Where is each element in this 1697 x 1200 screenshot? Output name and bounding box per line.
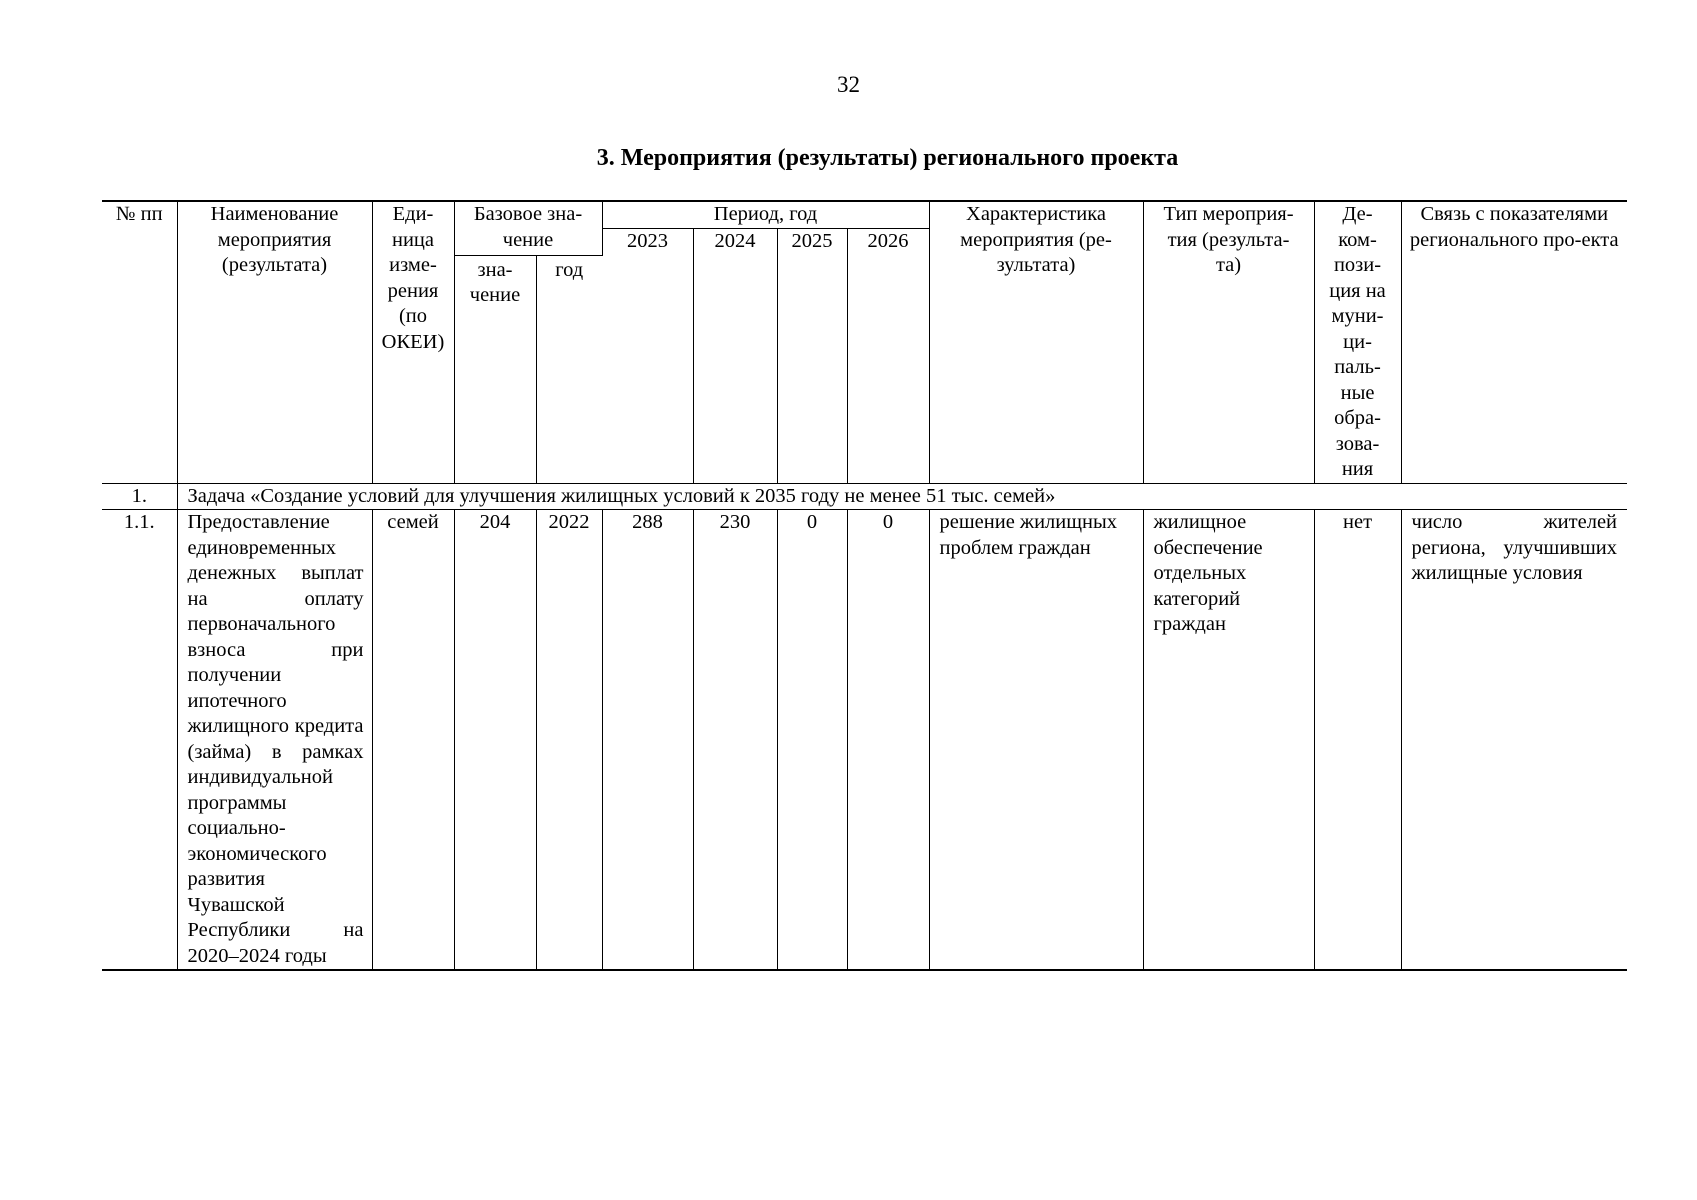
row-value-2025: 0 xyxy=(777,510,847,971)
row-base-year: 2022 xyxy=(536,510,602,971)
page-number: 32 xyxy=(837,72,860,97)
col-header-decomposition: Де-ком-пози-ция на муни-ци-паль-ные обра-зова-ния xyxy=(1314,201,1401,483)
col-header-year-2024: 2024 xyxy=(693,228,777,483)
col-header-year-2026: 2026 xyxy=(847,228,929,483)
row-num: 1.1. xyxy=(102,510,177,971)
col-header-base: Базовое зна-чение xyxy=(454,201,602,255)
task-row xyxy=(102,483,1627,510)
row-unit: семей xyxy=(372,510,454,971)
col-header-year-2023: 2023 xyxy=(602,228,693,483)
row-type: жилищное обеспечение отдельных категорий граждан xyxy=(1143,510,1314,971)
col-header-characteristic: Характеристика мероприятия (ре-зультата) xyxy=(929,201,1143,483)
col-header-base-value: зна-чение xyxy=(454,255,536,483)
table-row xyxy=(102,510,1627,971)
section-title: 3. Мероприятия (результаты) регионального проекта xyxy=(596,145,1179,171)
col-header-period: Период, год xyxy=(602,201,929,228)
row-name: Предоставление единовременных денежных выплат на оплату первоначального взноса при получении ипотечного жилищного кредита (займа) в рамках индивидуальной программы социально-экономического развития Чувашской Республики на 2020–2024 годы xyxy=(177,510,372,971)
row-decomposition: нет xyxy=(1314,510,1401,971)
row-value-2023: 288 xyxy=(602,510,693,971)
row-base-value: 204 xyxy=(454,510,536,971)
header-row-1 xyxy=(102,201,1627,228)
col-header-type: Тип мероприя-тия (результа-та) xyxy=(1143,201,1314,483)
col-header-num: № пп xyxy=(102,201,177,483)
row-characteristic: решение жилищных проблем граждан xyxy=(929,510,1143,971)
row-link: число жителей региона, улучшивших жилищные условия xyxy=(1401,510,1627,971)
task-row-text: Задача «Создание условий для улучшения жилищных условий к 2035 году не менее 51 тыс. семей» xyxy=(177,483,1627,510)
col-header-link: Связь с показателями регионального про-екта xyxy=(1401,201,1627,483)
col-header-unit: Еди-ница изме-рения (по ОКЕИ) xyxy=(372,201,454,483)
col-header-base-year: год xyxy=(536,255,602,483)
measures-table xyxy=(102,200,1627,971)
col-header-year-2025: 2025 xyxy=(777,228,847,483)
row-value-2024: 230 xyxy=(693,510,777,971)
task-row-num: 1. xyxy=(102,483,177,510)
col-header-name: Наименование мероприятия (результата) xyxy=(177,201,372,483)
row-value-2026: 0 xyxy=(847,510,929,971)
